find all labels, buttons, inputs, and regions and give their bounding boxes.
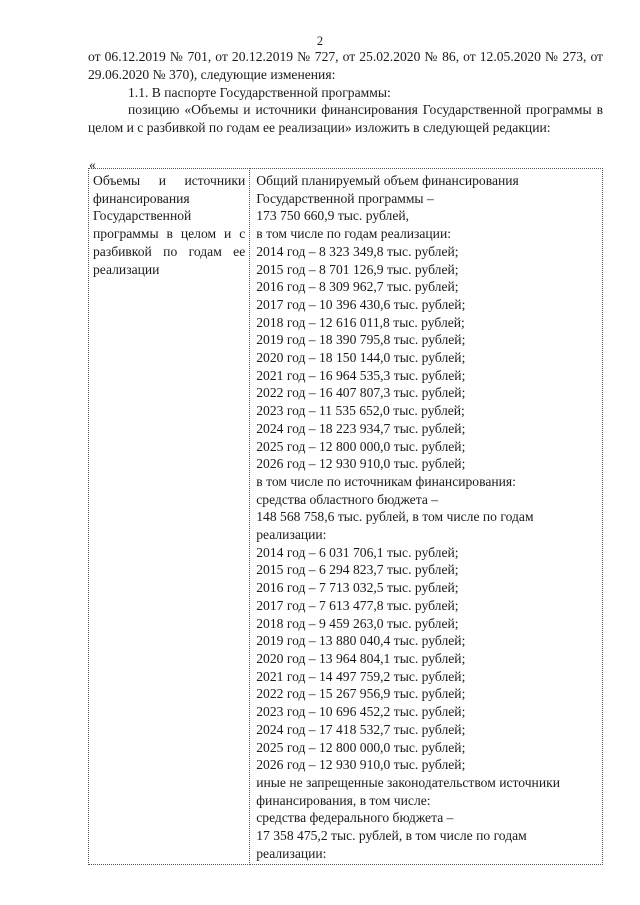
funding-line: средства федерального бюджета – <box>256 810 454 826</box>
funding-line: в том числе по источникам финансирования: <box>256 473 516 489</box>
funding-line: 17 358 475,2 тыс. рублей, в том числе по годам <box>256 828 527 844</box>
funding-line: 2019 год – 13 880 040,4 тыс. рублей; <box>256 633 466 649</box>
funding-line: 2022 год – 16 407 807,3 тыс. рублей; <box>256 385 466 401</box>
funding-line: реализации: <box>256 845 327 861</box>
funding-line: 2026 год – 12 930 910,0 тыс. рублей; <box>256 456 466 472</box>
funding-line: Государственной программы – <box>256 190 434 206</box>
passport-table <box>88 168 603 865</box>
funding-line: 2018 год – 9 459 263,0 тыс. рублей; <box>256 615 459 631</box>
funding-line: 2018 год – 12 616 011,8 тыс. рублей; <box>256 314 465 330</box>
funding-line: 2015 год – 8 701 126,9 тыс. рублей; <box>256 261 459 277</box>
funding-line: 2025 год – 12 800 000,0 тыс. рублей; <box>256 438 466 454</box>
intro-text <box>88 48 603 137</box>
funding-line: 2025 год – 12 800 000,0 тыс. рублей; <box>256 739 466 755</box>
funding-line: 2016 год – 8 309 962,7 тыс. рублей; <box>256 279 459 295</box>
funding-line: 2020 год – 13 964 804,1 тыс. рублей; <box>256 650 466 666</box>
funding-line: 2014 год – 6 031 706,1 тыс. рублей; <box>256 544 459 560</box>
position-title: Объемы и источники финансирования Государственной программы в целом и с разбивкой по годам ее реализации <box>93 173 246 277</box>
table-cell-left <box>89 169 250 865</box>
funding-line: 2026 год – 12 930 910,0 тыс. рублей; <box>256 757 466 773</box>
table-row <box>89 169 603 865</box>
funding-line: 2024 год – 17 418 532,7 тыс. рублей; <box>256 721 466 737</box>
funding-line: 173 750 660,9 тыс. рублей, <box>256 208 410 224</box>
table-cell-right <box>250 169 603 865</box>
funding-line: 2015 год – 6 294 823,7 тыс. рублей; <box>256 562 459 578</box>
funding-line: 2023 год – 11 535 652,0 тыс. рублей; <box>256 403 465 419</box>
funding-lines <box>250 169 602 864</box>
funding-line: 148 568 758,6 тыс. рублей, в том числе по годам <box>256 509 534 525</box>
funding-line: 2024 год – 18 223 934,7 тыс. рублей; <box>256 420 466 436</box>
funding-line: 2021 год – 14 497 759,2 тыс. рублей; <box>256 668 466 684</box>
intro-paragraph-passport: 1.1. В паспорте Государственной программы: <box>128 84 391 100</box>
funding-line: Общий планируемый объем финансирования <box>256 173 519 188</box>
funding-line: финансирования, в том числе: <box>256 792 431 808</box>
page-number: 2 <box>316 34 324 48</box>
intro-paragraph-position: позицию «Объемы и источники финансирования Государственной программы в целом и с разбивкой по годам ее реализации» изложить в следующей редакции: <box>88 102 603 136</box>
funding-line: 2016 год – 7 713 032,5 тыс. рублей; <box>256 580 459 596</box>
funding-line: 2022 год – 15 267 956,9 тыс. рублей; <box>256 686 466 702</box>
funding-line: 2019 год – 18 390 795,8 тыс. рублей; <box>256 332 466 348</box>
funding-line: 2021 год – 16 964 535,3 тыс. рублей; <box>256 367 466 383</box>
funding-line: 2014 год – 8 323 349,8 тыс. рублей; <box>256 243 459 259</box>
opening-quote: « <box>89 157 96 172</box>
funding-line: реализации: <box>256 527 327 543</box>
funding-line: средства областного бюджета – <box>256 491 439 507</box>
funding-line: 2017 год – 7 613 477,8 тыс. рублей; <box>256 597 459 613</box>
intro-paragraph-amendments: от 06.12.2019 № 701, от 20.12.2019 № 727, от 25.02.2020 № 86, от 12.05.2020 № 273, от 29.06.2020 № 370), следующие изменения: <box>88 49 603 82</box>
funding-line: 2020 год – 18 150 144,0 тыс. рублей; <box>256 350 466 366</box>
funding-line: 2023 год – 10 696 452,2 тыс. рублей; <box>256 704 466 720</box>
funding-line: в том числе по годам реализации: <box>256 226 452 242</box>
funding-line: 2017 год – 10 396 430,6 тыс. рублей; <box>256 296 466 312</box>
funding-line: иные не запрещенные законодательством источники <box>256 774 560 790</box>
